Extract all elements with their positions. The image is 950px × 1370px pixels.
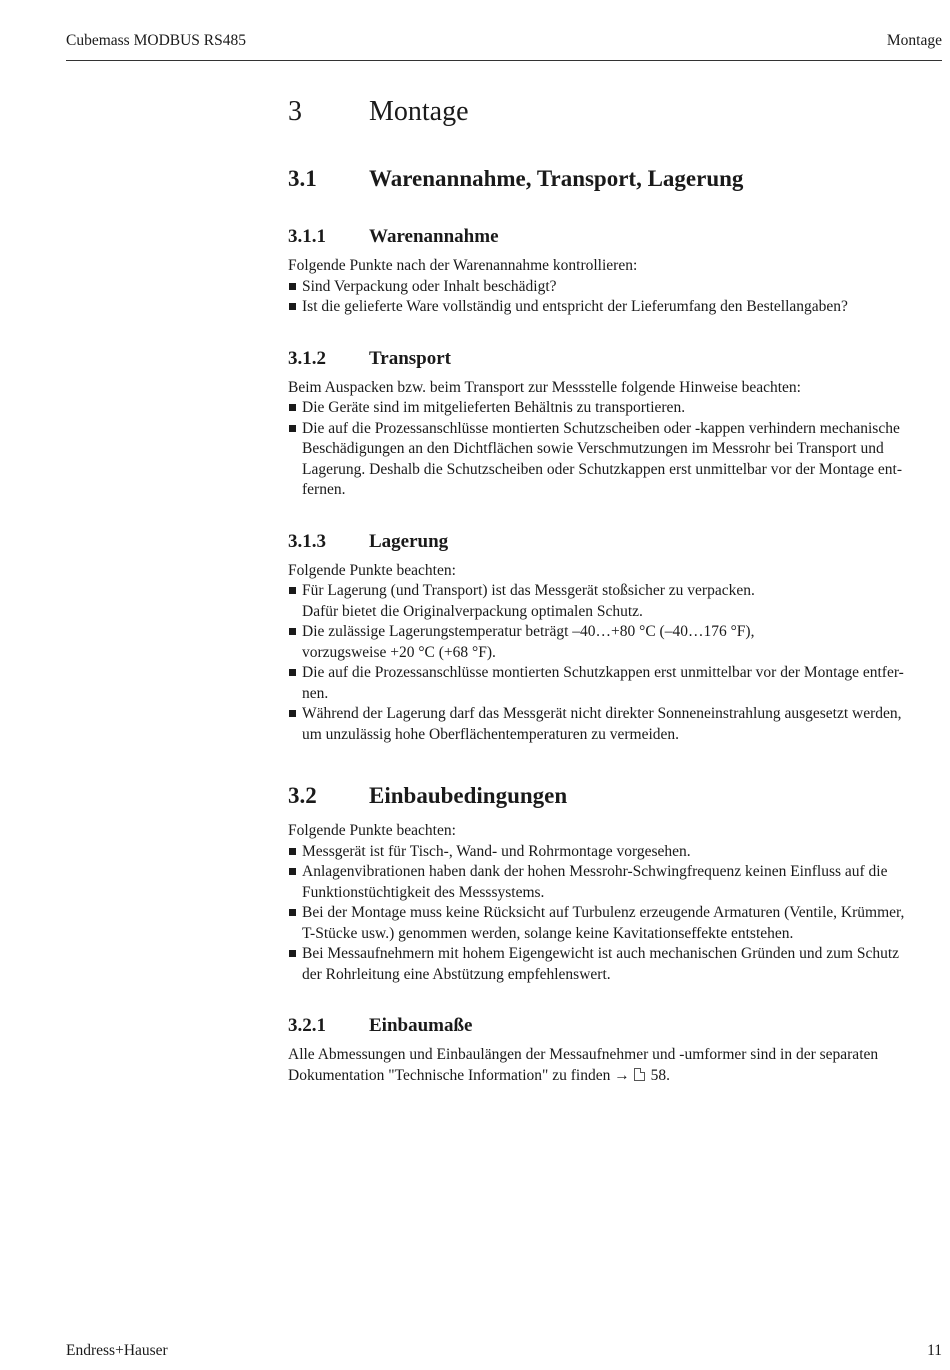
list-item: [288, 903, 944, 944]
subsection-title: Transport: [369, 347, 451, 369]
subsection-heading-3-2-1: [288, 1013, 944, 1039]
list-item-line: um unzulässig hohe Oberflächentemperaturen zu vermeiden.: [302, 725, 680, 743]
arrow-icon: →: [614, 1066, 630, 1084]
list-item: Ist die gelieferte Ware vollständig und entspricht der Lieferumfang den Bestellangaben?: [288, 297, 944, 318]
subsection-heading-3-1-1: [288, 224, 944, 250]
section-title: Einbaubedingungen: [369, 783, 568, 808]
footer-page-number: 11: [927, 1342, 942, 1359]
paragraph-line: Alle Abmessungen und Einbaulängen der Messaufnehmer und -umformer sind in der separaten: [288, 1046, 879, 1063]
list-item: [288, 663, 944, 704]
list-item-line: Anlagenvibrationen haben dank der hohen Messrohr-Schwingfrequenz keinen Einfluss auf die: [302, 863, 888, 880]
section-number: 3.2: [288, 783, 317, 808]
header-document-title: Cubemass MODBUS RS485: [66, 32, 246, 49]
section-heading-3-2: [288, 781, 944, 811]
bullet-list: [288, 277, 944, 318]
chapter-title: Montage: [369, 96, 469, 127]
list-item-line: vorzugsweise +20 °C (+68 °F).: [302, 643, 496, 661]
subsection-title: Einbaumaße: [369, 1015, 473, 1036]
list-item: [288, 581, 944, 622]
list-item: Sind Verpackung oder Inhalt beschädigt?: [288, 277, 944, 298]
list-item: [288, 419, 944, 501]
paragraph: Folgende Punkte beachten:: [288, 561, 456, 579]
section-heading-3-1: [288, 164, 944, 194]
list-item-line: Lagerung. Deshalb die Schutzscheiben oder Schutzkappen erst unmittelbar vor der Montage ent-: [302, 460, 902, 478]
subsection-title: Warenannahme: [369, 226, 499, 247]
paragraph: [288, 1045, 944, 1086]
section-number: 3.1: [288, 166, 317, 191]
chapter-heading: [288, 94, 944, 130]
list-item-line: fernen.: [302, 481, 346, 498]
list-item-line: nen.: [302, 684, 329, 702]
list-item: Messgerät ist für Tisch-, Wand- und Rohrmontage vorgesehen.: [288, 842, 944, 863]
footer-company: Endress+Hauser: [66, 1342, 168, 1359]
list-item-line: Die zulässige Lagerungstemperatur beträgt –40…+80 °C (–40…176 °F),: [302, 623, 755, 640]
list-item-line: Beschädigungen an den Dichtflächen sowie Verschmutzungen im Messrohr bei Transport und: [302, 440, 884, 457]
paragraph-line: Dokumentation "Technische Information" zu finden: [288, 1066, 611, 1084]
subsection-heading-3-1-3: [288, 529, 944, 555]
subsection-title: Lagerung: [369, 530, 449, 552]
list-item: [288, 862, 944, 903]
header-chapter-title: Montage: [886, 32, 942, 49]
subsection-number: 3.1.1: [288, 226, 326, 247]
list-item: Die Geräte sind im mitgelieferten Behältnis zu transportieren.: [288, 398, 944, 419]
list-item: [288, 944, 944, 985]
paragraph: Folgende Punkte beachten:: [288, 822, 456, 839]
list-item-line: Die auf die Prozessanschlüsse montierten Schutzscheiben oder -kappen verhindern mechanische: [302, 419, 900, 437]
list-item: [288, 704, 944, 745]
paragraph: Beim Auspacken bzw. beim Transport zur Messstelle folgende Hinweise beachten:: [288, 378, 801, 396]
list-item-line: Dafür bietet die Originalverpackung optimalen Schutz.: [302, 602, 643, 620]
bullet-list: [288, 581, 944, 745]
bullet-list: [288, 842, 944, 986]
running-header: [66, 32, 942, 61]
paragraph: Folgende Punkte nach der Warenannahme kontrollieren:: [288, 257, 638, 274]
list-item-line: der Rohrleitung eine Abstützung empfehlenswert.: [302, 965, 611, 983]
list-item-line: Während der Lagerung darf das Messgerät nicht direkter Sonneneinstrahlung ausgesetzt werden,: [302, 705, 902, 722]
list-item-line: Für Lagerung (und Transport) ist das Messgerät stoßsicher zu verpacken.: [302, 582, 755, 599]
list-item: [288, 622, 944, 663]
subsection-number: 3.2.1: [288, 1015, 326, 1036]
list-item-line: Funktionstüchtigkeit des Messsystems.: [302, 883, 545, 901]
page-reference[interactable]: 58.: [650, 1066, 670, 1084]
chapter-number: 3: [288, 96, 302, 127]
subsection-number: 3.1.3: [288, 530, 326, 552]
list-item-line: Bei der Montage muss keine Rücksicht auf Turbulenz erzeugende Armaturen (Ventile, Krümmer,: [302, 904, 905, 921]
list-item-line: Bei Messaufnehmern mit hohem Eigengewicht ist auch mechanischen Gründen und zum Schutz: [302, 945, 900, 962]
subsection-heading-3-1-2: [288, 346, 944, 372]
page-reference-icon: [634, 1068, 645, 1081]
bullet-list: [288, 398, 944, 501]
list-item-line: T-Stücke usw.) genommen werden, solange keine Kavitationseffekte entstehen.: [302, 924, 794, 942]
page-content: [288, 94, 944, 1086]
subsection-number: 3.1.2: [288, 347, 326, 369]
list-item-line: Die auf die Prozessanschlüsse montierten Schutzkappen erst unmittelbar vor der Montage entfer-: [302, 664, 904, 681]
section-title: Warenannahme, Transport, Lagerung: [369, 166, 744, 191]
